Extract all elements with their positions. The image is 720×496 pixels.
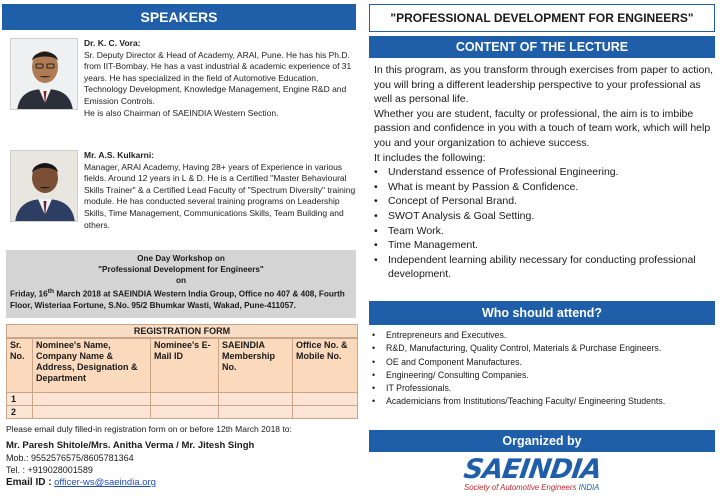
contact-names: Mr. Paresh Shitole/Mrs. Anitha Verma / Mr. Jitesh Singh bbox=[6, 440, 255, 451]
registration-note: Please email duly filled-in registration form on or before 12th March 2018 to: bbox=[6, 424, 292, 434]
email-link[interactable]: officer-ws@saeindia.org bbox=[54, 477, 156, 488]
list-item: • Team Work. bbox=[374, 224, 714, 239]
list-item: • Concept of Personal Brand. bbox=[374, 194, 714, 209]
email-label: Email ID : bbox=[6, 477, 52, 488]
who-should-attend-heading: Who should attend? bbox=[369, 301, 715, 325]
list-item: • IT Professionals. bbox=[372, 382, 716, 395]
list-item: • Time Management. bbox=[374, 238, 714, 253]
lecture-paragraph: It includes the following: bbox=[374, 151, 486, 164]
list-item: • Independent learning ability necessary for conducting professional development. bbox=[374, 253, 714, 282]
workshop-line: on bbox=[175, 276, 186, 285]
logo-wordmark: SAEINDIA bbox=[461, 454, 604, 485]
form-cell[interactable] bbox=[219, 393, 293, 406]
workshop-date: Friday, 16 bbox=[10, 289, 48, 299]
contact-email-row bbox=[6, 476, 358, 489]
speaker-bio: Sr. Deputy Director & Head of Academy, ARAI, Pune. He has his Ph.D. from IIT-Bombay. He has a vast industrial & academic experience of 31 years. He has specialized in the field of Automotive Education, Technology Development, Knowledge Management, Engine R&D and Emission Controls. bbox=[84, 49, 352, 106]
form-cell[interactable] bbox=[33, 406, 151, 419]
column-header: Nominee's E-Mail ID bbox=[151, 339, 219, 393]
workshop-title: "Professional Development for Engineers" bbox=[98, 265, 264, 274]
column-header: Nominee's Name, Company Name & Address, Designation & Department bbox=[33, 339, 151, 393]
lecture-title: "PROFESSIONAL DEVELOPMENT FOR ENGINEERS" bbox=[369, 4, 715, 32]
column-header: SAEINDIA Membership No. bbox=[219, 339, 293, 393]
lecture-paragraph: In this program, as you transform through exercises from paper to action, you will bring a different leadership perspective to your professional as well as personal life. bbox=[374, 64, 714, 106]
contact-block bbox=[6, 440, 358, 489]
form-cell[interactable] bbox=[293, 406, 358, 419]
form-cell[interactable] bbox=[293, 393, 358, 406]
column-header: Sr. No. bbox=[7, 339, 33, 393]
person-portrait-icon bbox=[11, 151, 78, 222]
speaker-bio-block bbox=[84, 150, 356, 231]
list-item: • R&D, Manufacturing, Quality Control, Materials & Purchase Engineers. bbox=[372, 342, 716, 355]
list-item: • What is meant by Passion & Confidence. bbox=[374, 180, 714, 195]
row-number: 1 bbox=[7, 393, 33, 406]
workshop-line: One Day Workshop on bbox=[137, 254, 225, 263]
list-item: • Entrepreneurs and Executives. bbox=[372, 329, 716, 342]
lecture-points-list bbox=[374, 165, 714, 282]
registration-table bbox=[6, 338, 358, 419]
table-row bbox=[7, 406, 358, 419]
form-cell[interactable] bbox=[219, 406, 293, 419]
speaker-name: Dr. K. C. Vora: bbox=[84, 38, 141, 48]
right-column bbox=[364, 0, 720, 496]
list-item: • Engineering/ Consulting Companies. bbox=[372, 369, 716, 382]
form-cell[interactable] bbox=[151, 406, 219, 419]
workshop-details-box bbox=[6, 250, 356, 318]
form-cell[interactable] bbox=[151, 393, 219, 406]
contact-mobile: Mob.: 9552576575/8605781364 bbox=[6, 453, 134, 463]
workshop-venue bbox=[6, 286, 356, 311]
list-item: • Academicians from Institutions/Teaching Faculty/ Engineering Students. bbox=[372, 395, 716, 408]
table-header-row bbox=[7, 339, 358, 393]
lecture-content bbox=[374, 63, 714, 282]
registration-form-title: REGISTRATION FORM bbox=[6, 324, 358, 338]
speaker-name: Mr. A.S. Kulkarni: bbox=[84, 150, 155, 160]
list-item: • SWOT Analysis & Goal Setting. bbox=[374, 209, 714, 224]
list-item: • OE and Component Manufactures. bbox=[372, 356, 716, 369]
logo-tagline-text: Society of Automotive Engineers bbox=[464, 483, 577, 492]
content-heading: CONTENT OF THE LECTURE bbox=[369, 36, 715, 58]
form-cell[interactable] bbox=[33, 393, 151, 406]
speaker-bio-extra: He is also Chairman of SAEINDIA Western Section. bbox=[84, 107, 279, 118]
speaker-bio: Manager, ARAI Academy, Having 28+ years of Experience in various fields. Around 12 years in L & D. He is a Certified "Master Behavioural Skills Trainer" & a Certified Lead Faculty of "Spectrum Diversity" training module. He has conducted several training programs on Leadership Skills, Time Management, Communications Skills, Team Building and others. bbox=[84, 161, 356, 230]
speaker-photo bbox=[10, 150, 78, 222]
table-row bbox=[7, 393, 358, 406]
lecture-paragraph: Whether you are student, faculty or professional, the aim is to imbibe passion and confidence in you with a touch of team work, which will help you and your organization to achieve success. bbox=[374, 107, 711, 149]
saeindia-logo bbox=[461, 454, 614, 493]
speakers-heading: SPEAKERS bbox=[2, 4, 356, 30]
workshop-address: March 2018 at SAEINDIA Western India Group, Office no 407 & 408, Fourth Floor, Wisteriaa Fortune, S.No. 95/2 Bhumkar Wasti, Wakad, Pune-411057. bbox=[10, 289, 345, 310]
speaker-photo bbox=[10, 38, 78, 110]
attendee-list bbox=[372, 329, 716, 409]
list-item: • Understand essence of Professional Engineering. bbox=[374, 165, 714, 180]
organized-by-heading: Organized by bbox=[369, 430, 715, 452]
contact-tel: Tel. : +919028001589 bbox=[6, 465, 93, 475]
date-suffix: th bbox=[47, 288, 55, 295]
person-portrait-icon bbox=[11, 39, 78, 110]
registration-form bbox=[6, 324, 358, 419]
column-header: Office No. & Mobile No. bbox=[293, 339, 358, 393]
row-number: 2 bbox=[7, 406, 33, 419]
logo-tagline-country: INDIA bbox=[578, 483, 600, 492]
speaker-bio-block bbox=[84, 38, 356, 119]
